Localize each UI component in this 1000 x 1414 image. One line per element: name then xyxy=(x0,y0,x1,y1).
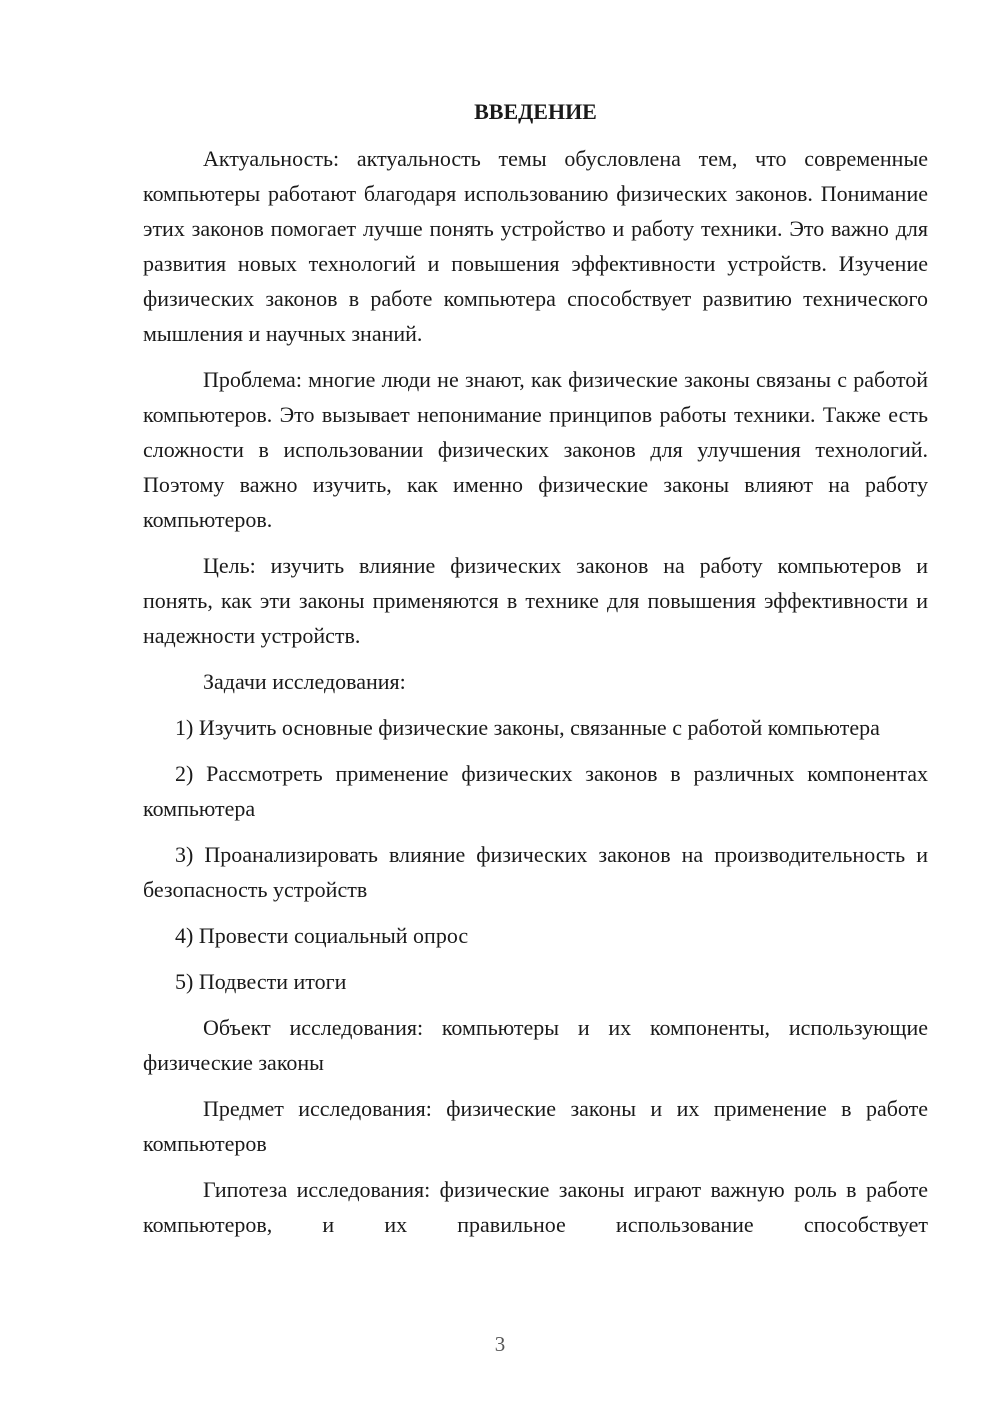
task-item: 4) Провести социальный опрос xyxy=(175,923,469,948)
tasks-list xyxy=(143,710,928,999)
document-page xyxy=(143,94,928,1253)
task-item: 1) Изучить основные физические законы, связанные с работой компьютера xyxy=(175,715,880,740)
relevance-paragraph: Актуальность: актуальность темы обусловлена тем, что современные компьютеры работают благодаря использованию физических законов. Понимание этих законов помогает лучше понять устройство и работу техники. Это важно для развития новых технологий и повышения эффективности устройств. Изучение физических законов в работе компьютера способствует развитию технического мышления и научных знаний. xyxy=(143,146,928,346)
subject-paragraph: Предмет исследования: физические законы и их применение в работе компьютеров xyxy=(143,1096,928,1156)
problem-paragraph: Проблема: многие люди не знают, как физические законы связаны с работой компьютеров. Это вызывает непонимание принципов работы техники. Также есть сложности в использовании физических законов для улучшения технологий. Поэтому важно изучить, как именно физические законы влияют на работу компьютеров. xyxy=(143,367,928,532)
task-item: 5) Подвести итоги xyxy=(175,969,347,994)
task-item: 3) Проанализировать влияние физических законов на производительность и безопасность устройств xyxy=(143,842,928,902)
goal-paragraph: Цель: изучить влияние физических законов на работу компьютеров и понять, как эти законы применяются в технике для повышения эффективности и надежности устройств. xyxy=(143,553,928,648)
hypothesis-paragraph: Гипотеза исследования: физические законы играют важную роль в работе компьютеров, и их правильное использование способствует xyxy=(143,1177,928,1237)
object-paragraph: Объект исследования: компьютеры и их компоненты, использующие физические законы xyxy=(143,1015,928,1075)
page-number: 3 xyxy=(494,1332,506,1356)
section-title: ВВЕДЕНИЕ xyxy=(474,99,597,124)
task-item: 2) Рассмотреть применение физических законов в различных компонентах компьютера xyxy=(143,761,928,821)
tasks-heading: Задачи исследования: xyxy=(203,669,406,694)
